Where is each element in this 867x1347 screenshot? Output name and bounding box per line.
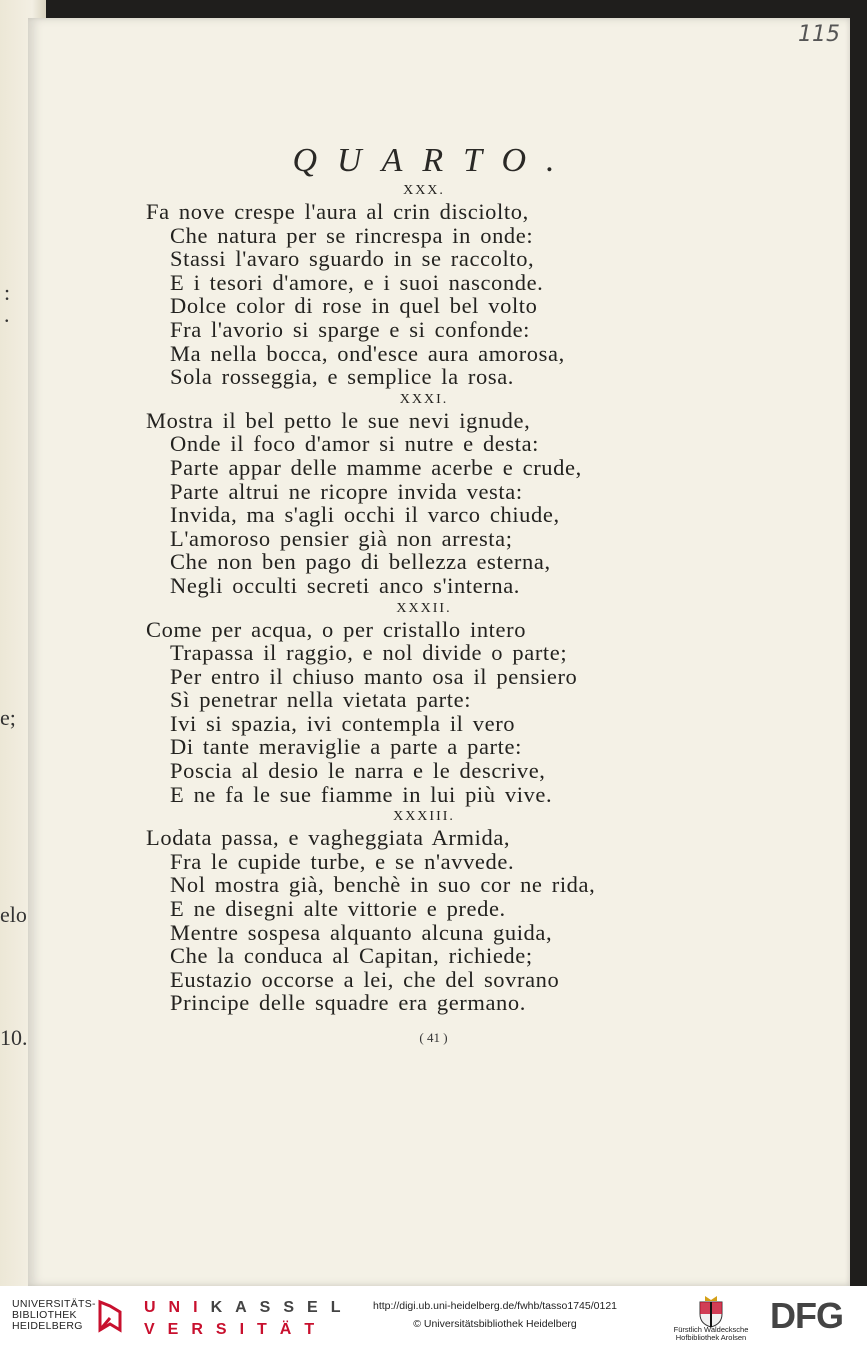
- verse-line: Eustazio occorse a lei, che del sovrano: [170, 966, 560, 992]
- ub-logo-line: HEIDELBERG: [12, 1320, 83, 1332]
- verse-line: Fra l'avorio si sparge e si confonde:: [170, 316, 531, 342]
- verse-line: Principe delle squadre era germano.: [170, 990, 526, 1016]
- verse-line: Lodata passa, e vagheggiata Armida,: [146, 825, 511, 851]
- verse-line: E ne disegni alte vittorie e prede.: [170, 896, 506, 922]
- verse-line: Parte appar delle mamme acerbe e crude,: [170, 454, 582, 480]
- verse-line: Fra le cupide turbe, e se n'avvede.: [170, 848, 515, 874]
- arolsen-logo-line: Fürstlich Waldecksche: [673, 1325, 749, 1334]
- canto-heading: QUARTO.: [292, 142, 575, 179]
- left-page-fragment: .: [4, 302, 10, 327]
- verse-line: E ne fa le sue fiamme in lui più vive.: [170, 781, 553, 807]
- verse-line: Dolce color di rose in quel bel volto: [170, 293, 538, 319]
- ub-heidelberg-mark-icon: [96, 1298, 124, 1334]
- verse-line: L'amoroso pensier già non arresta;: [170, 525, 513, 551]
- verse-line: Di tante meraviglie a parte a parte:: [170, 734, 522, 760]
- arolsen-logo-line: Hofbibliothek Arolsen: [675, 1333, 747, 1342]
- kassel-logo-line: UNIKASSEL: [144, 1299, 354, 1316]
- handwritten-folio-number: 115: [798, 22, 840, 47]
- stanza-number: XXXIII.: [393, 809, 455, 825]
- verse-line: Mostra il bel petto le sue nevi ignude,: [146, 407, 531, 433]
- poem-text: [146, 180, 706, 1015]
- digitization-footer: [0, 1286, 867, 1347]
- dfg-logo: DFG: [770, 1295, 843, 1336]
- stanza-number: XXXII.: [396, 600, 452, 616]
- verse-line: Stassi l'avaro sguardo in se raccolto,: [170, 246, 535, 272]
- left-page-fragment: 10.: [0, 1025, 28, 1050]
- verse-line: Che natura per se rincrespa in onde:: [170, 222, 534, 248]
- verse-line: Sì penetrar nella vietata parte:: [170, 687, 472, 713]
- page-number: ( 41 ): [419, 1030, 448, 1045]
- stanza-number: XXXI.: [399, 391, 449, 407]
- left-page-fragment: :: [4, 280, 11, 305]
- left-page-fragment: e;: [0, 705, 16, 730]
- verse-line: Parte altrui ne ricopre invida vesta:: [170, 478, 523, 504]
- ub-logo-line: UNIVERSITÄTS-: [12, 1298, 96, 1310]
- permalink-url[interactable]: http://digi.ub.uni-heidelberg.de/fwhb/tasso1745/0121: [372, 1300, 617, 1312]
- verse-line: Nol mostra già, benchè in suo cor ne rida,: [170, 872, 596, 898]
- verse-line: Sola rosseggia, e semplice la rosa.: [170, 364, 515, 390]
- copyright-notice: © Universitätsbibliothek Heidelberg: [413, 1318, 577, 1330]
- arolsen-library-logo: [665, 1326, 757, 1342]
- verse-line: Poscia al desio le narra e le descrive,: [170, 758, 546, 784]
- verse-line: Fa nove crespe l'aura al crin disciolto,: [146, 199, 529, 224]
- verse-line: Per entro il chiuso manto osa il pensiero: [170, 663, 578, 689]
- verse-line: Ivi si spazia, ivi contempla il vero: [170, 710, 516, 736]
- verse-line: Onde il foco d'amor si nutre e desta:: [170, 431, 540, 457]
- verse-line: Come per acqua, o per cristallo intero: [146, 616, 527, 642]
- ub-heidelberg-logo: [12, 1299, 96, 1332]
- verse-line: Che non ben pago di bellezza esterna,: [170, 549, 551, 575]
- verse-line: Invida, ma s'agli occhi il varco chiude,: [170, 502, 560, 528]
- verse-line: Ma nella bocca, ond'esce aura amorosa,: [170, 340, 565, 366]
- left-page-fragment: elo: [0, 902, 27, 927]
- ub-logo-line: BIBLIOTHEK: [12, 1309, 77, 1321]
- waldeck-crest-icon: [697, 1294, 725, 1328]
- verse-line: Trapassa il raggio, e nol divide o parte;: [170, 640, 568, 666]
- verse-line: Negli occulti secreti anco s'interna.: [170, 572, 521, 598]
- verse-line: Mentre sospesa alquanto alcuna guida,: [170, 919, 553, 945]
- verse-line: E i tesori d'amore, e i suoi nasconde.: [170, 269, 544, 295]
- stanza-number: XXX.: [403, 183, 445, 198]
- kassel-logo-line: VERSITÄT: [144, 1321, 328, 1338]
- verse-line: Che la conduca al Capitan, richiede;: [170, 943, 533, 969]
